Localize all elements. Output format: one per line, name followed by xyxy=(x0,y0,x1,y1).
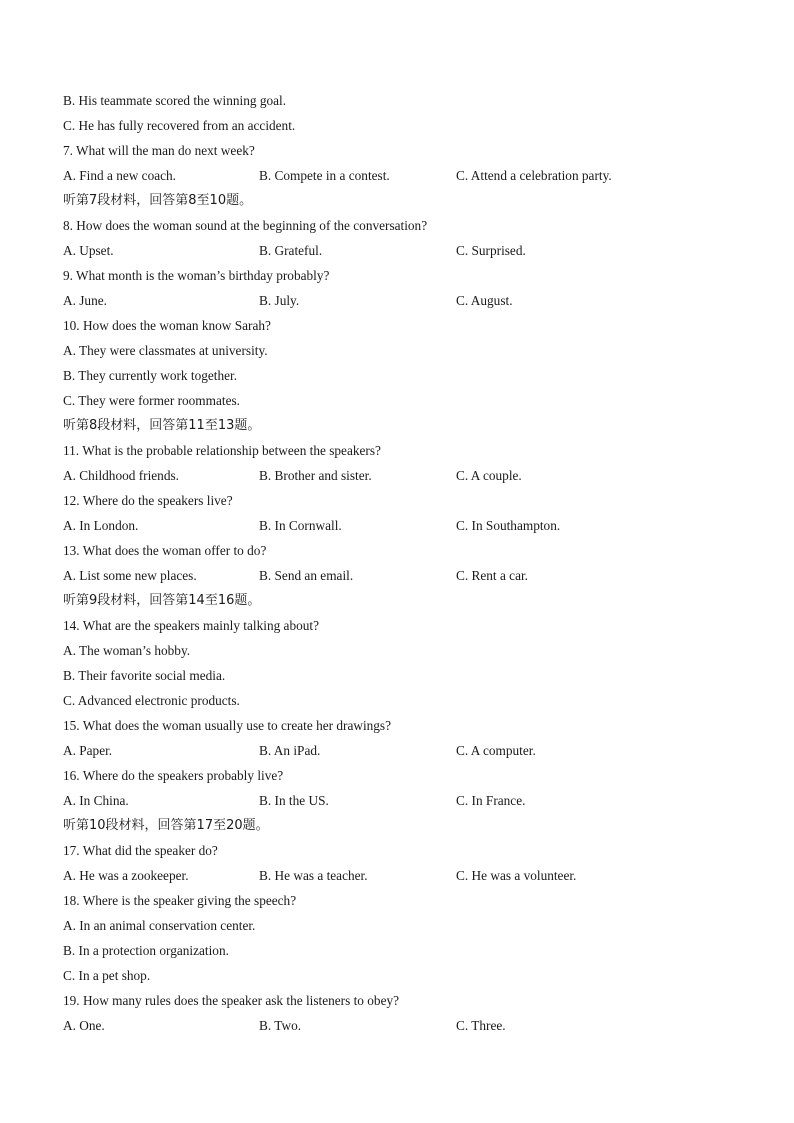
answer-option-b: B. Two. xyxy=(259,1018,302,1033)
answer-option-line: C. He has fully recovered from an accident. xyxy=(63,118,296,133)
section-heading: 听第9段材料，回答第14至16题。 xyxy=(63,593,261,608)
answer-option-a: A. In China. xyxy=(63,793,129,808)
answer-option-b: B. July. xyxy=(259,293,300,308)
question-text: 15. What does the woman usually use to create her drawings? xyxy=(63,718,392,733)
section-heading: 听第7段材料，回答第8至10题。 xyxy=(63,193,253,208)
question-text: 13. What does the woman offer to do? xyxy=(63,543,267,558)
answer-options-row xyxy=(63,738,743,763)
answer-option-a: A. In London. xyxy=(63,518,139,533)
answer-option-line: C. In a pet shop. xyxy=(63,968,151,983)
answer-options-row xyxy=(63,513,743,538)
question-text: 9. What month is the woman’s birthday probably? xyxy=(63,268,330,283)
question-text: 18. Where is the speaker giving the speech? xyxy=(63,893,297,908)
answer-option-line: A. The woman’s hobby. xyxy=(63,643,191,658)
question-text: 8. How does the woman sound at the beginning of the conversation? xyxy=(63,218,428,233)
answer-option-c: C. A computer. xyxy=(456,743,536,758)
answer-option-line: C. They were former roommates. xyxy=(63,393,240,408)
answer-option-b: B. In the US. xyxy=(259,793,329,808)
answer-option-a: A. He was a zookeeper. xyxy=(63,868,189,883)
answer-option-b: B. In Cornwall. xyxy=(259,518,342,533)
answer-option-line: B. They currently work together. xyxy=(63,368,238,383)
answer-option-line: A. In an animal conservation center. xyxy=(63,918,256,933)
answer-options-row xyxy=(63,238,743,263)
answer-options-row xyxy=(63,463,743,488)
section-heading: 听第10段材料，回答第17至20题。 xyxy=(63,818,269,833)
answer-option-c: C. He was a volunteer. xyxy=(456,868,577,883)
section-heading: 听第8段材料，回答第11至13题。 xyxy=(63,418,261,433)
question-text: 11. What is the probable relationship between the speakers? xyxy=(63,443,381,458)
answer-option-c: C. Attend a celebration party. xyxy=(456,168,612,183)
answer-option-b: B. Brother and sister. xyxy=(259,468,372,483)
answer-option-c: C. A couple. xyxy=(456,468,522,483)
answer-option-c: C. August. xyxy=(456,293,513,308)
answer-options-row xyxy=(63,563,743,588)
answer-option-a: A. Paper. xyxy=(63,743,113,758)
answer-option-a: A. June. xyxy=(63,293,107,308)
answer-option-b: B. Grateful. xyxy=(259,243,323,258)
answer-option-a: A. Upset. xyxy=(63,243,114,258)
exam-content xyxy=(63,88,743,1038)
answer-option-a: A. Childhood friends. xyxy=(63,468,179,483)
answer-option-b: B. Compete in a contest. xyxy=(259,168,390,183)
answer-option-line: B. In a protection organization. xyxy=(63,943,229,958)
answer-options-row xyxy=(63,163,743,188)
answer-option-b: B. He was a teacher. xyxy=(259,868,368,883)
answer-option-line: C. Advanced electronic products. xyxy=(63,693,240,708)
answer-option-c: C. Surprised. xyxy=(456,243,526,258)
question-text: 16. Where do the speakers probably live? xyxy=(63,768,284,783)
question-text: 14. What are the speakers mainly talking about? xyxy=(63,618,320,633)
answer-option-c: C. In France. xyxy=(456,793,526,808)
answer-option-c: C. In Southampton. xyxy=(456,518,561,533)
question-text: 10. How does the woman know Sarah? xyxy=(63,318,271,333)
answer-option-line: B. Their favorite social media. xyxy=(63,668,226,683)
answer-options-row xyxy=(63,788,743,813)
answer-option-a: A. Find a new coach. xyxy=(63,168,176,183)
answer-option-line: A. They were classmates at university. xyxy=(63,343,268,358)
question-text: 19. How many rules does the speaker ask the listeners to obey? xyxy=(63,993,400,1008)
answer-option-a: A. One. xyxy=(63,1018,105,1033)
answer-options-row xyxy=(63,1013,743,1038)
answer-option-a: A. List some new places. xyxy=(63,568,197,583)
answer-option-c: C. Three. xyxy=(456,1018,506,1033)
answer-option-b: B. Send an email. xyxy=(259,568,354,583)
question-text: 7. What will the man do next week? xyxy=(63,143,255,158)
answer-option-line: B. His teammate scored the winning goal. xyxy=(63,93,287,108)
question-text: 17. What did the speaker do? xyxy=(63,843,218,858)
answer-options-row xyxy=(63,863,743,888)
answer-options-row xyxy=(63,288,743,313)
answer-option-b: B. An iPad. xyxy=(259,743,321,758)
question-text: 12. Where do the speakers live? xyxy=(63,493,233,508)
answer-option-c: C. Rent a car. xyxy=(456,568,529,583)
